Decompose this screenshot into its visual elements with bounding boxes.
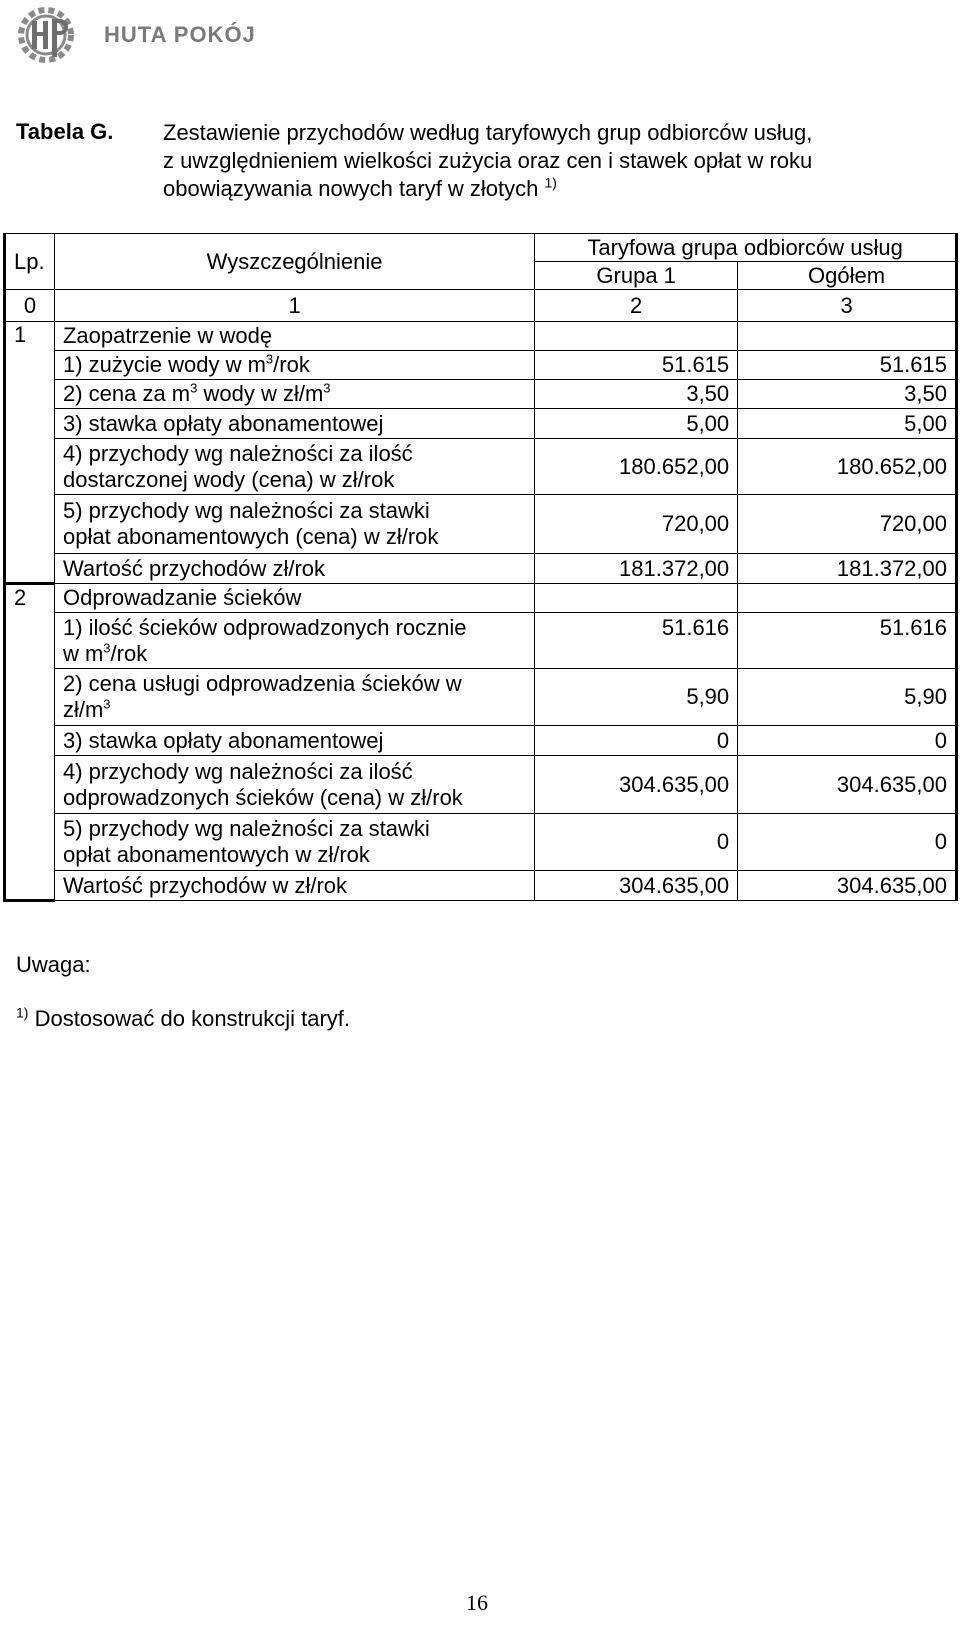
header-group1: Grupa 1 <box>535 262 738 290</box>
row-value-total: 51.615 <box>738 351 957 380</box>
row-value-group1: 51.616 <box>535 613 738 669</box>
row-value-group1: 0 <box>535 726 738 756</box>
row-value-group1: 5,90 <box>535 669 738 726</box>
row-value-group1: 5,00 <box>535 409 738 439</box>
footnote-ref: 1) <box>16 1004 29 1021</box>
table-row-total <box>5 871 957 901</box>
row-value-group1: 0 <box>535 814 738 871</box>
row-value-total: 3,50 <box>738 380 957 409</box>
row-value-group1: 304.635,00 <box>535 756 738 814</box>
footnote-text: Dostosować do konstrukcji taryf. <box>28 1006 351 1031</box>
table-row-total <box>5 554 957 584</box>
row-value-group1: 181.372,00 <box>535 554 738 584</box>
index-cell: 0 <box>5 290 55 322</box>
table-row <box>5 409 957 439</box>
row-value-total: 180.652,00 <box>738 439 957 495</box>
section-lp: 2 <box>5 584 55 901</box>
table-row <box>5 756 957 814</box>
row-desc: 1) zużycie wody w $m^3$/rok <box>54 351 534 380</box>
section-title: Odprowadzanie ścieków <box>54 584 534 613</box>
footnote-ref: 1) <box>544 174 557 191</box>
row-desc: Wartość przychodów w zł/rok <box>54 871 534 901</box>
title-line-3: obowiązywania nowych taryf w złotych $^{1)}$ <box>163 174 557 201</box>
row-desc: 5) przychody wg należności za stawki opłat abonamentowych w zł/rok <box>54 814 534 871</box>
table-row <box>5 380 957 409</box>
row-desc: 1) ilość ścieków odprowadzonych rocznie w $m^3$/rok <box>54 613 534 669</box>
row-desc: 5) przychody wg należności za stawki opłat abonamentowych (cena) w zł/rok <box>54 495 534 554</box>
row-value-total: 181.372,00 <box>738 554 957 584</box>
table-row <box>5 439 957 495</box>
row-value-group1: 304.635,00 <box>535 871 738 901</box>
row-value-group1: 3,50 <box>535 380 738 409</box>
row-value-total: 5,00 <box>738 409 957 439</box>
row-desc: 4) przychody wg należności za ilość odprowadzonych ścieków (cena) w zł/rok <box>54 756 534 814</box>
row-value-total: 720,00 <box>738 495 957 554</box>
index-cell: 1 <box>54 290 534 322</box>
header-lp: Lp. <box>5 234 55 290</box>
table-row <box>5 495 957 554</box>
row-value-total: 0 <box>738 814 957 871</box>
row-desc: 2) cena za $m^3$ wody w $zł/m^3$ <box>54 380 534 409</box>
table-row <box>5 351 957 380</box>
table-row <box>5 726 957 756</box>
header-total: Ogółem <box>738 262 957 290</box>
row-value-group1: 180.652,00 <box>535 439 738 495</box>
row-value-total: 0 <box>738 726 957 756</box>
note-label: Uwaga: <box>16 952 91 977</box>
row-desc: 3) stawka opłaty abonamentowej <box>54 409 534 439</box>
row-value-total: 304.635,00 <box>738 756 957 814</box>
section-lp: 1 <box>5 322 55 584</box>
gear-logo-icon <box>10 4 90 66</box>
table-label: Tabela G. <box>16 119 114 144</box>
header-desc: Wyszczególnienie <box>54 234 534 290</box>
section-title: Zaopatrzenie w wodę <box>54 322 534 351</box>
row-desc: 3) stawka opłaty abonamentowej <box>54 726 534 756</box>
table-row <box>5 814 957 871</box>
row-value-total: 51.616 <box>738 613 957 669</box>
row-value-group1: 51.615 <box>535 351 738 380</box>
row-desc: Wartość przychodów zł/rok <box>54 554 534 584</box>
row-value-total: 304.635,00 <box>738 871 957 901</box>
row-desc: 2) cena usługi odprowadzenia ścieków w $zł/m^3$ <box>54 669 534 726</box>
company-logo <box>10 4 260 66</box>
row-desc: 4) przychody wg należności za ilość dostarczonej wody (cena) w zł/rok <box>54 439 534 495</box>
row-value-total: 5,90 <box>738 669 957 726</box>
footnote <box>16 1006 350 1032</box>
title-line-1: Zestawienie przychodów według taryfowych grup odbiorców usług, <box>163 120 813 145</box>
table-row <box>5 669 957 726</box>
index-cell: 2 <box>535 290 738 322</box>
revenue-table <box>3 233 958 902</box>
row-value-group1: 720,00 <box>535 495 738 554</box>
index-cell: 3 <box>738 290 957 322</box>
table-title <box>163 119 948 203</box>
page-number: 16 <box>466 1590 488 1615</box>
table-row <box>5 613 957 669</box>
header-group: Taryfowa grupa odbiorców usług <box>535 234 957 262</box>
title-line-2: z uwzględnieniem wielkości zużycia oraz cen i stawek opłat w roku <box>163 148 813 173</box>
logo-text: HUTA POKÓJ <box>104 22 256 47</box>
